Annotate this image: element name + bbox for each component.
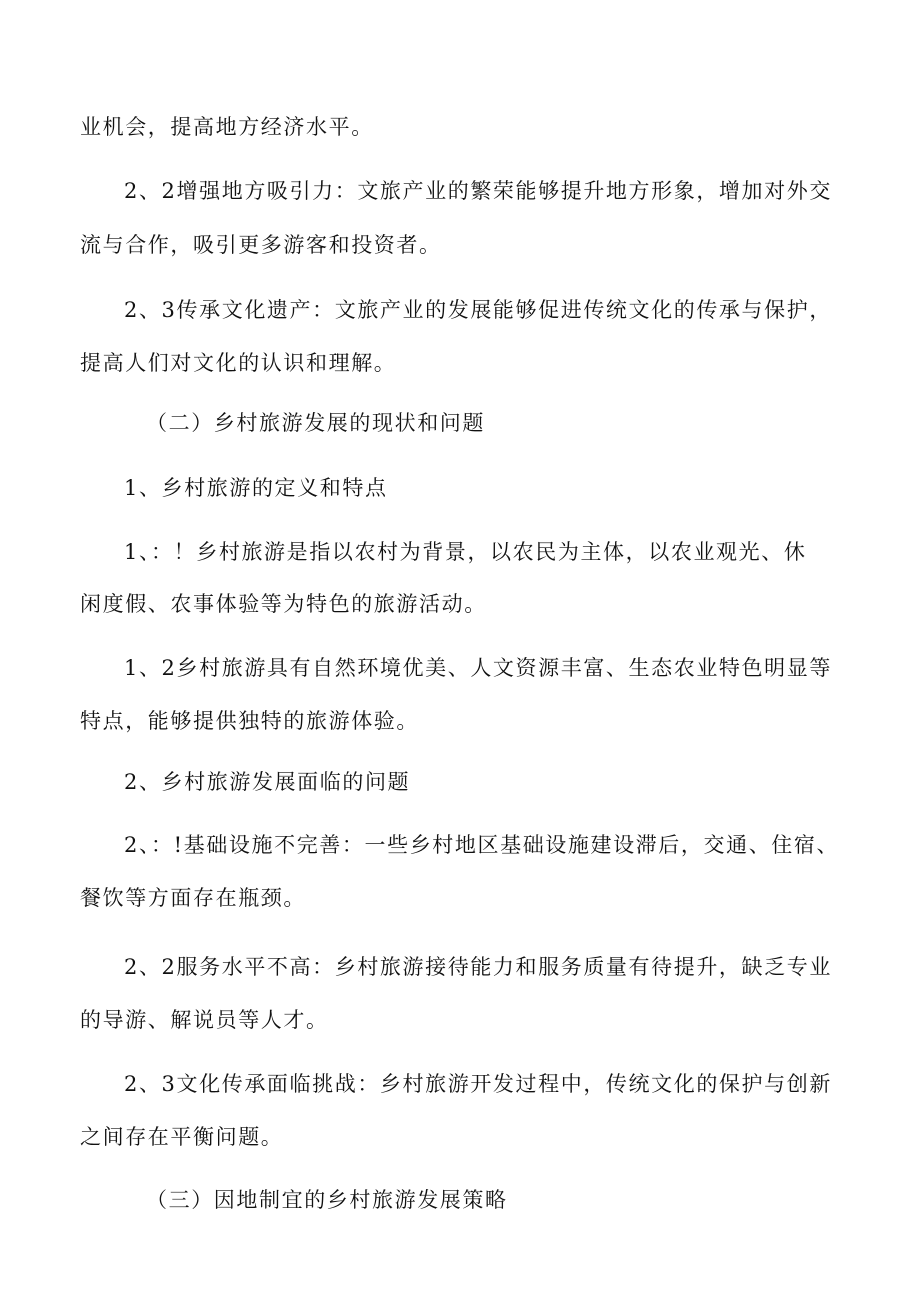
paragraph-line: 餐饮等方面存在瓶颈。 bbox=[80, 886, 306, 910]
paragraph-line: 特点，能够提供独特的旅游体验。 bbox=[80, 709, 419, 733]
paragraph-line: 2、2服务水平不高：乡村旅游接待能力和服务质量有待提升，缺乏专业 bbox=[124, 955, 832, 979]
subsection-heading: 1、乡村旅游的定义和特点 bbox=[124, 476, 388, 500]
paragraph-line: 2、3传承文化遗产：文旅产业的发展能够促进传统文化的传承与保护， bbox=[124, 298, 832, 322]
section-heading: （三）因地制宜的乡村旅游发展策略 bbox=[146, 1188, 508, 1212]
paragraph-line: 业机会，提高地方经济水平。 bbox=[80, 115, 374, 139]
paragraph-line: 的导游、解说员等人才。 bbox=[80, 1008, 329, 1032]
paragraph-line: 流与合作，吸引更多游客和投资者。 bbox=[80, 233, 442, 257]
paragraph-line: 提高人们对文化的认识和理解。 bbox=[80, 351, 397, 375]
paragraph-line: 2、：!基础设施不完善：一些乡村地区基础设施建设滞后，交通、住宿、 bbox=[124, 833, 840, 857]
paragraph-line: 2、3文化传承面临挑战：乡村旅游开发过程中，传统文化的保护与创新 bbox=[124, 1072, 832, 1096]
section-heading: （二）乡村旅游发展的现状和问题 bbox=[146, 411, 485, 435]
subsection-heading: 2、乡村旅游发展面临的问题 bbox=[124, 770, 411, 794]
paragraph-line: 1、2乡村旅游具有自然环境优美、人文资源丰富、生态农业特色明显等 bbox=[124, 656, 832, 680]
paragraph-line: 之间存在平衡问题。 bbox=[80, 1125, 284, 1149]
paragraph-line: 1、：！乡村旅游是指以农村为背景，以农民为主体，以农业观光、休 bbox=[124, 540, 807, 564]
paragraph-line: 2、2增强地方吸引力：文旅产业的繁荣能够提升地方形象，增加对外交 bbox=[124, 179, 832, 203]
paragraph-line: 闲度假、农事体验等为特色的旅游活动。 bbox=[80, 592, 487, 616]
